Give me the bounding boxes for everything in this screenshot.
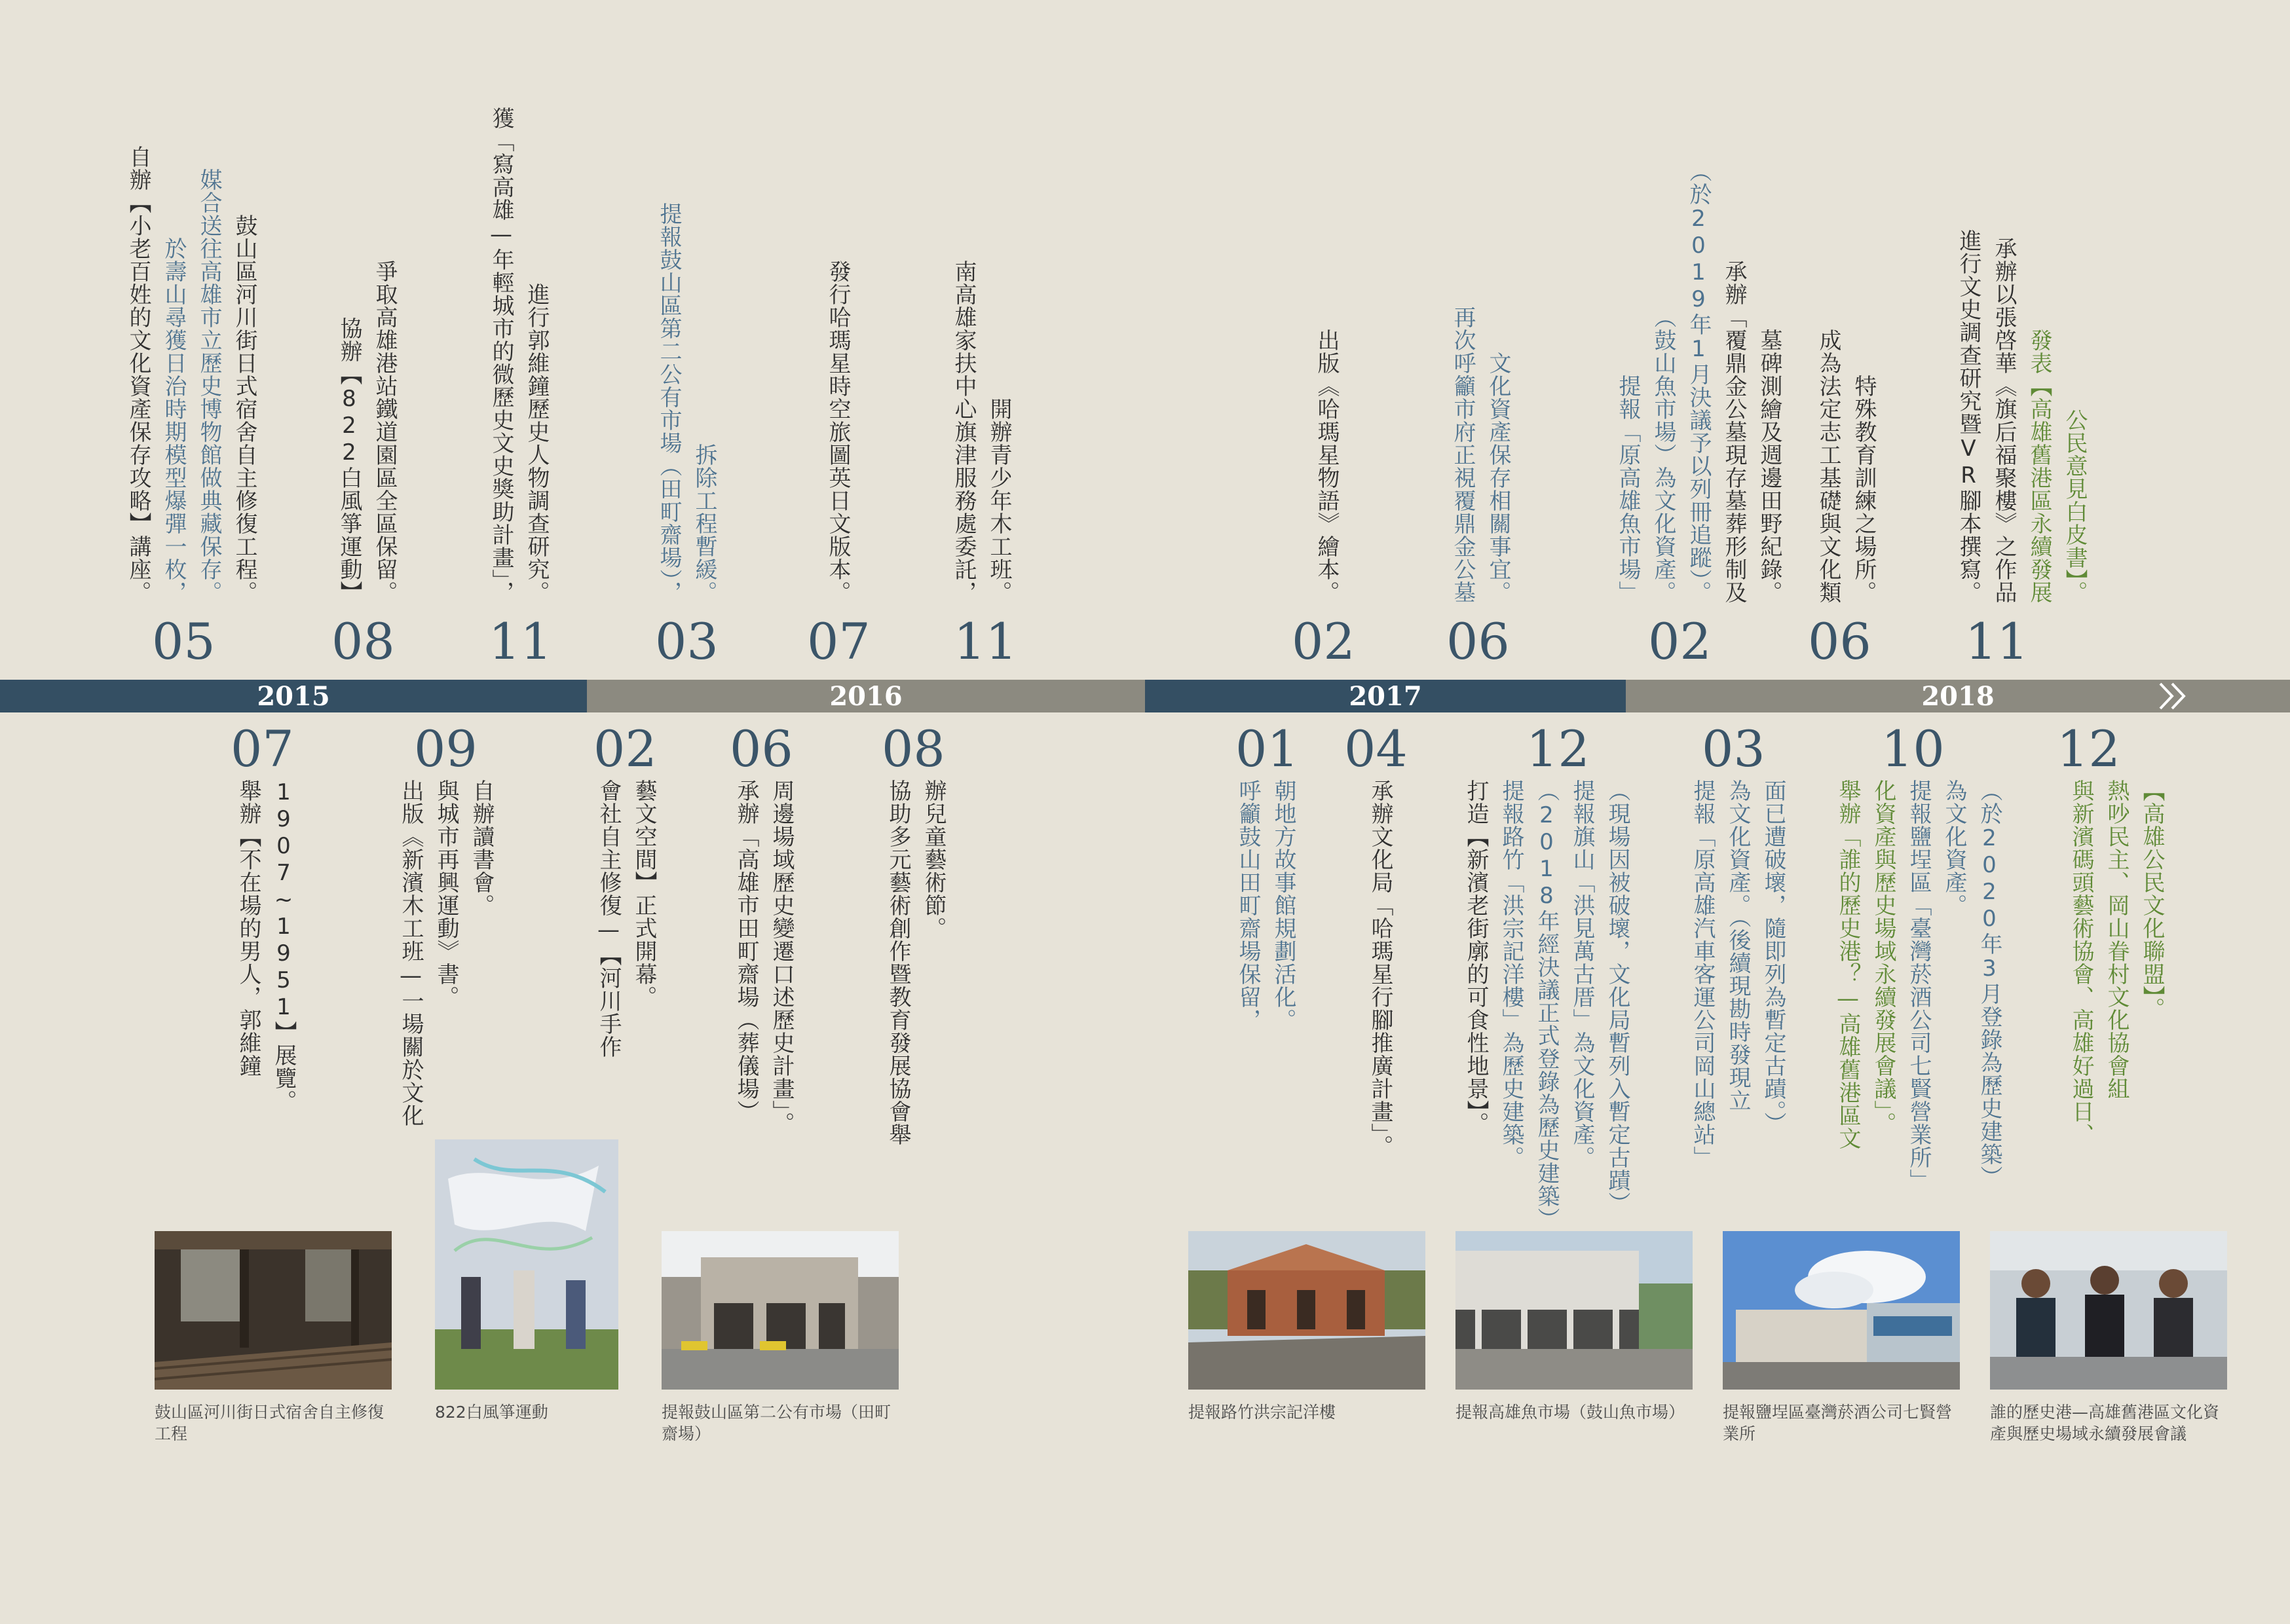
event-text: 出版《哈瑪星物語》繪本。 [1313,329,1340,604]
photo-tobacco-office [1723,1231,1960,1390]
photo-caption: 提報路竹洪宗記洋樓 [1188,1403,1336,1422]
event-2015-08 [333,131,405,604]
photo-caption: 822白風箏運動 [435,1403,548,1422]
photo-panel-meeting [1990,1231,2227,1390]
photo-caption: 提報鼓山區第二公有市場（田町齋場） [662,1403,892,1443]
event-text: 化資產與歷史場域永續發展會議」。 [1870,779,1896,1135]
double-chevron-right-icon [2155,680,2194,712]
year-band-2017 [1145,680,1626,712]
event-2018-02 [1611,92,1791,604]
event-text: 承辦文化局「哈瑪星行腳推廣計畫」。 [1367,779,1393,1158]
photo-caption: 提報高雄魚市場（鼓山魚市場） [1455,1403,1685,1422]
event-text: 承辦「覆鼎金公墓現存墓葬形制及 [1721,260,1747,604]
month-number: 08 [882,720,945,778]
month-number: 02 [593,720,657,778]
photo-wooden-dorm-interior [155,1231,392,1390]
event-text: 出版《新濱木工班—一場關於文化 [398,779,424,1127]
year-label: 2018 [1921,681,1995,712]
year-band-2015 [0,680,587,712]
photo-market-building [662,1231,899,1390]
month-number: 03 [1702,720,1765,778]
event-text: 再次呼籲市府正視覆鼎金公墓 [1450,306,1476,604]
event-text: 與新濱碼頭藝術協會、高雄好過日、 [2068,779,2094,1146]
event-text: 【高雄公民文化聯盟】。 [2139,779,2165,1020]
event-2016-03 [652,131,724,604]
month-number: 10 [1881,720,1945,778]
year-label: 2016 [829,681,903,712]
event-text: 協助多元藝術創作暨教育發展協會舉 [885,779,911,1146]
event-2015-09 [394,779,502,1127]
event-text: 成為法定志工基礎與文化類 [1815,329,1841,604]
month-number: 06 [1446,612,1510,671]
event-2016-08 [882,779,954,1146]
event-2015-11 [485,107,557,604]
event-text: 於壽山尋獲日治時期模型爆彈一枚， [160,237,187,604]
event-text: （於2019年1月決議予以列冊追蹤）。 [1685,160,1712,604]
month-number: 05 [152,612,216,671]
photo-kite-campaign [435,1139,618,1390]
event-text: 發行哈瑪星時空旅圖英日文版本。 [825,260,851,604]
month-number: 02 [1292,612,1355,671]
event-text: 獲「寫高雄—年輕城市的微歷史文史獎助計畫」， [488,107,514,604]
month-number: 09 [414,720,478,778]
event-text: 協辦【822白風箏運動】 [336,317,362,604]
photo-caption: 鼓山區河川街日式宿舍自主修復工程 [155,1403,385,1443]
event-text: 進行文史調查研究暨VR腳本撰寫。 [1955,229,1981,604]
event-text: 會社自主修復—【河川手作 [595,779,622,1058]
event-2018-03 [1686,779,1793,1172]
event-text: 媒合送往高雄市立歷史博物館做典藏保存。 [196,168,222,604]
event-text: 承辦「高雄市田町齋場（葬儀場） [733,779,759,1123]
event-text: 拆除工程暫緩。 [691,443,717,604]
month-number: 06 [1808,612,1871,671]
event-2017-04 [1364,779,1400,1158]
event-text: 自辦【小老百姓的文化資產保存攻略】講座。 [125,145,151,604]
event-text: 舉辦「誰的歷史港？—高雄舊港區文 [1835,779,1861,1150]
event-text: 朝地方故事館規劃活化。 [1270,779,1296,1031]
event-text: 舉辦【不在場的男人，郭維鐘 [235,779,261,1077]
event-text: 周邊場域歷史變遷口述歷史計畫」。 [768,779,795,1135]
event-2018-10 [1831,779,2011,1192]
event-text: 開辦青少年木工班。 [986,397,1012,604]
event-text: 提報鼓山區第二公有市場（田町齋場）， [656,202,682,604]
event-text: 藝文空間】正式開幕。 [631,779,657,1008]
event-2017-06 [1446,131,1518,604]
event-text: （鼓山魚市場）為文化資產。 [1650,306,1676,604]
event-2018-12 [2065,779,2172,1146]
year-band-2016 [587,680,1145,712]
event-text: （於2020年3月登錄為歷史建築） [1976,779,2002,1189]
event-text: （現場因被破壞，文化局暫列入暫定古蹟） [1604,779,1630,1215]
month-number: 11 [954,612,1017,671]
event-text: 與城市再興運動》書。 [433,779,459,1008]
month-number: 04 [1344,720,1408,778]
event-2017-01 [1231,779,1304,1107]
event-2015-05 [122,131,266,604]
event-2016-02 [592,779,664,1107]
month-number: 11 [489,612,552,671]
event-text: （2018年經決議正式登錄為歷史建築） [1533,779,1560,1230]
event-text: 呼籲鼓山田町齋場保留， [1235,779,1261,1031]
photo-caption: 提報鹽埕區臺灣菸酒公司七賢營業所 [1723,1403,1953,1443]
month-number: 06 [730,720,793,778]
event-text: 進行郭維鐘歷史人物調查研究。 [523,283,550,604]
event-text: 提報旗山「洪見萬古厝」為文化資產。 [1569,779,1595,1169]
month-number: 08 [331,612,395,671]
event-text: 熱吵民主、岡山眷村文化協會組 [2103,779,2130,1100]
event-2018-11 [1952,131,2096,604]
year-label: 2017 [1349,681,1422,712]
event-text: 自辦讀書會。 [468,779,495,917]
event-text: 為文化資產。 [1941,779,1967,917]
month-number: 07 [807,612,871,671]
event-text: 發表【高雄舊港區永續發展 [2026,329,2052,604]
event-text: 為文化資產。（後續現勘時發現立 [1725,779,1751,1112]
year-label: 2015 [257,681,330,712]
event-2016-07 [821,131,858,604]
month-number: 12 [1526,720,1590,778]
event-text: 文化資產保存相關事宜。 [1485,352,1511,604]
month-number: 12 [2057,720,2120,778]
event-text: 提報「原高雄汽車客運公司岡山總站」 [1689,779,1716,1169]
event-2017-02 [1310,131,1347,604]
event-text: 辦兒童藝術節。 [920,779,947,940]
event-text: 打造【新濱老街廓的可食性地景】。 [1463,779,1489,1135]
photo-western-style-house [1188,1231,1425,1390]
month-number: 02 [1648,612,1712,671]
photo-fish-market [1455,1231,1693,1390]
event-2017-12 [1459,779,1639,1230]
event-2016-11 [947,131,1019,604]
event-text: 面已遭破壞，隨即列為暫定古蹟。） [1760,779,1786,1135]
event-text: 墓碑測繪及週邊田野紀錄。 [1756,329,1782,604]
event-2018-06 [1812,131,1884,604]
event-text: 提報路竹「洪宗記洋樓」為歷史建築。 [1498,779,1524,1169]
month-number: 07 [231,720,294,778]
month-number: 01 [1235,720,1299,778]
month-number: 11 [1965,612,2029,671]
event-text: 爭取高雄港站鐵道園區全區保留。 [371,260,398,604]
event-text: 鼓山區河川街日式宿舍自主修復工程。 [231,214,257,604]
event-2016-06 [730,779,802,1135]
event-text: 提報鹽埕區「臺灣菸酒公司七賢營業所」 [1905,779,1932,1192]
event-text: 1907~1951】展覽。 [271,779,297,1113]
photo-caption: 誰的歷史港—高雄舊港區文化資產與歷史場域永續發展會議 [1990,1403,2220,1443]
event-text: 南高雄家扶中心旗津服務處委託， [950,260,977,604]
event-text: 特殊教育訓練之場所。 [1850,375,1877,604]
event-text: 提報「原高雄魚市場」 [1615,375,1641,604]
month-number: 03 [655,612,719,671]
event-text: 承辦以張啓華《旗后福聚樓》之作品 [1991,237,2017,604]
event-2015-07 [232,779,304,1113]
event-text: 公民意見白皮書】。 [2061,409,2088,604]
